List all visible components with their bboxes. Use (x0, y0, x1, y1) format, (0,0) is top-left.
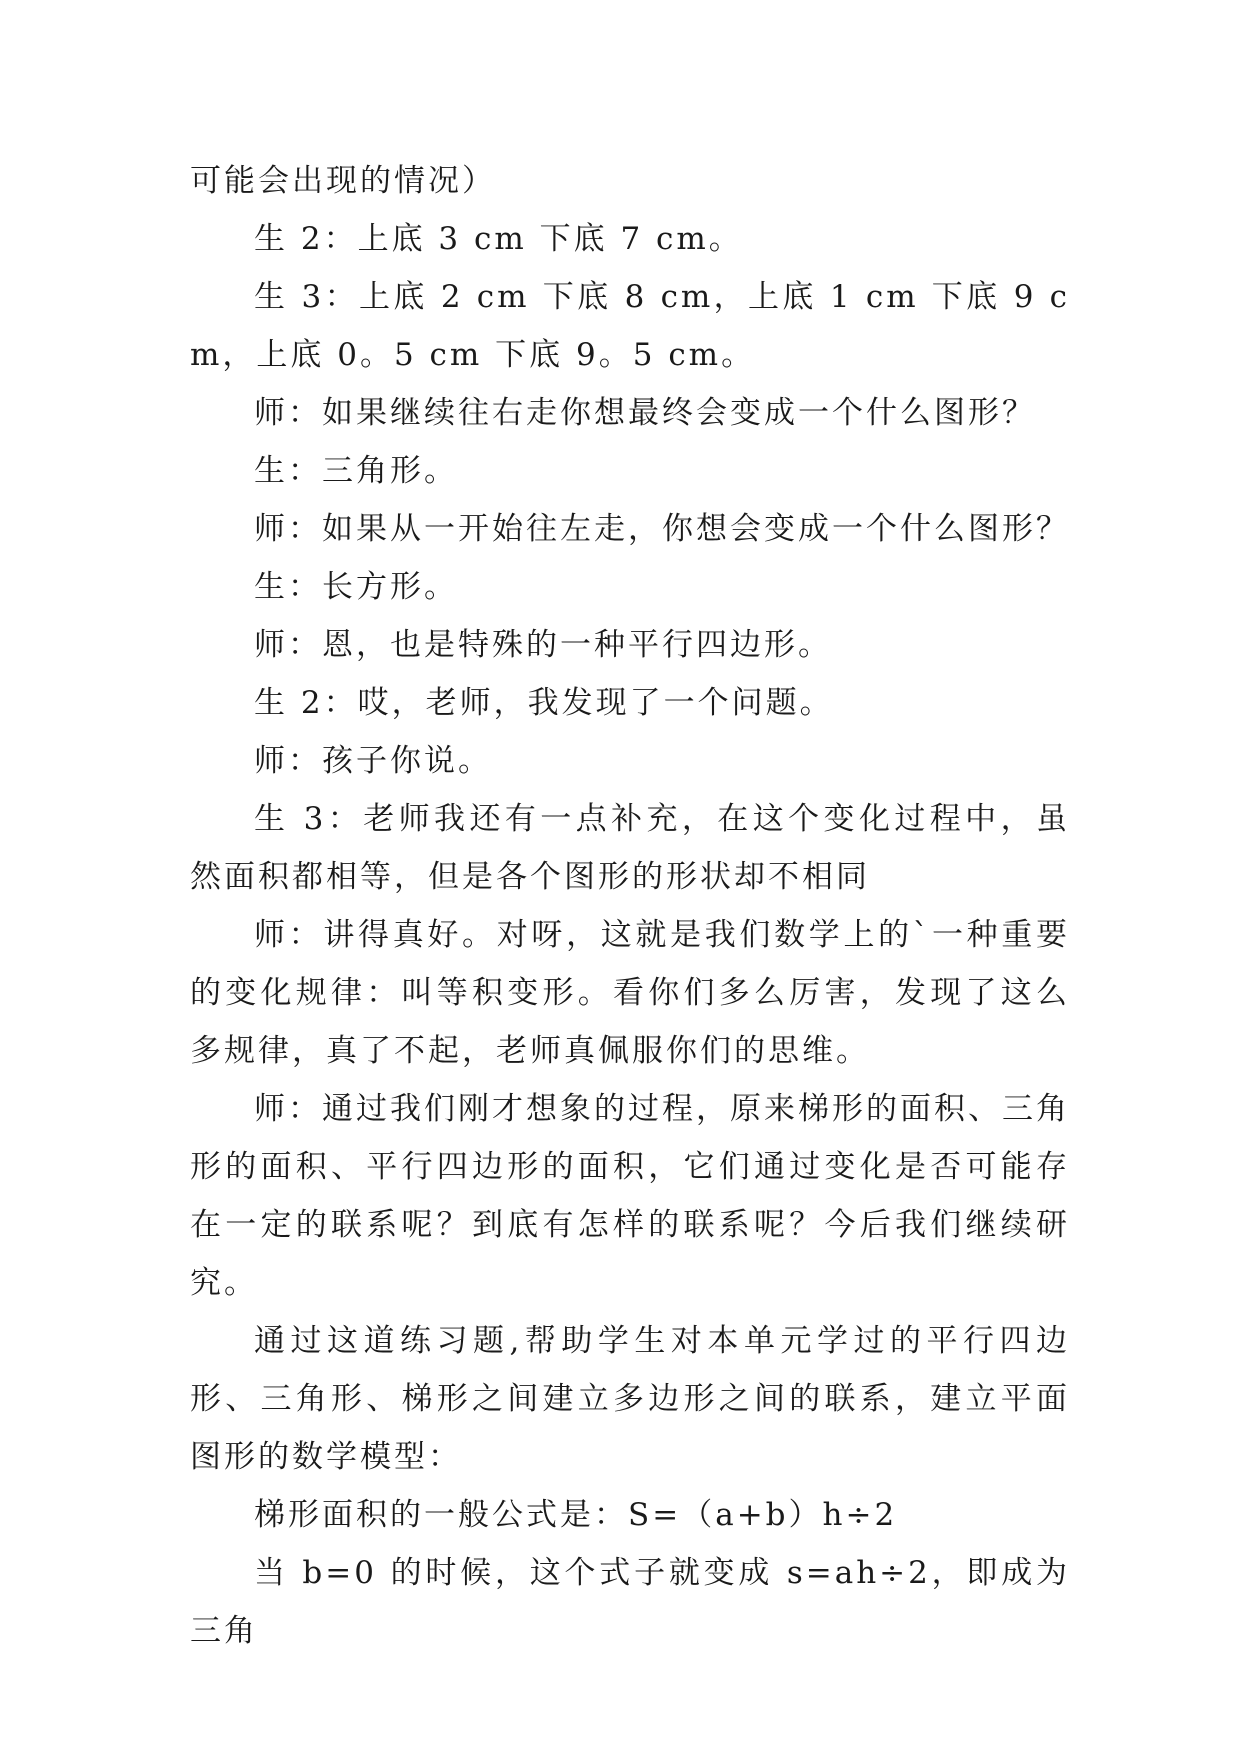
paragraph-11: 生 3：老师我还有一点补充，在这个变化过程中，虽然面积都相等，但是各个图形的形状却不相同 (190, 801, 1070, 895)
paragraph-5: 生：三角形。 (254, 453, 458, 489)
paragraph-7: 生：长方形。 (254, 569, 458, 605)
paragraph-14: 通过这道练习题,帮助学生对本单元学过的平行四边形、三角形、梯形之间建立多边形之间的联系，建立平面图形的数学模型： (190, 1323, 1070, 1475)
paragraph-8: 师：恩，也是特殊的一种平行四边形。 (254, 627, 832, 663)
paragraph-9: 生 2：哎，老师，我发现了一个问题。 (254, 685, 834, 721)
document-body (190, 152, 1070, 1660)
paragraph-1: 可能会出现的情况） (190, 163, 496, 199)
paragraph-13: 师：通过我们刚才想象的过程，原来梯形的面积、三角形的面积、平行四边形的面积，它们通过变化是否可能存在一定的联系呢？到底有怎样的联系呢？今后我们继续研究。 (190, 1091, 1070, 1301)
paragraph-15: 梯形面积的一般公式是：S=（a+b）h÷2 (254, 1497, 898, 1533)
paragraph-3: 生 3：上底 2 cm 下底 8 cm，上底 1 cm 下底 9 cm，上底 0。5 cm 下底 9。5 cm。 (190, 279, 1070, 373)
paragraph-6: 师：如果从一开始往左走，你想会变成一个什么图形？ (254, 511, 1070, 547)
paragraph-2: 生 2：上底 3 cm 下底 7 cm。 (254, 221, 743, 257)
paragraph-12: 师：讲得真好。对呀，这就是我们数学上的`一种重要的变化规律：叫等积变形。看你们多么厉害，发现了这么多规律，真了不起，老师真佩服你们的思维。 (190, 917, 1070, 1069)
paragraph-16: 当 b=0 的时候，这个式子就变成 s=ah÷2，即成为三角 (190, 1555, 1070, 1649)
paragraph-4: 师：如果继续往右走你想最终会变成一个什么图形？ (254, 395, 1036, 431)
paragraph-10: 师：孩子你说。 (254, 743, 492, 779)
